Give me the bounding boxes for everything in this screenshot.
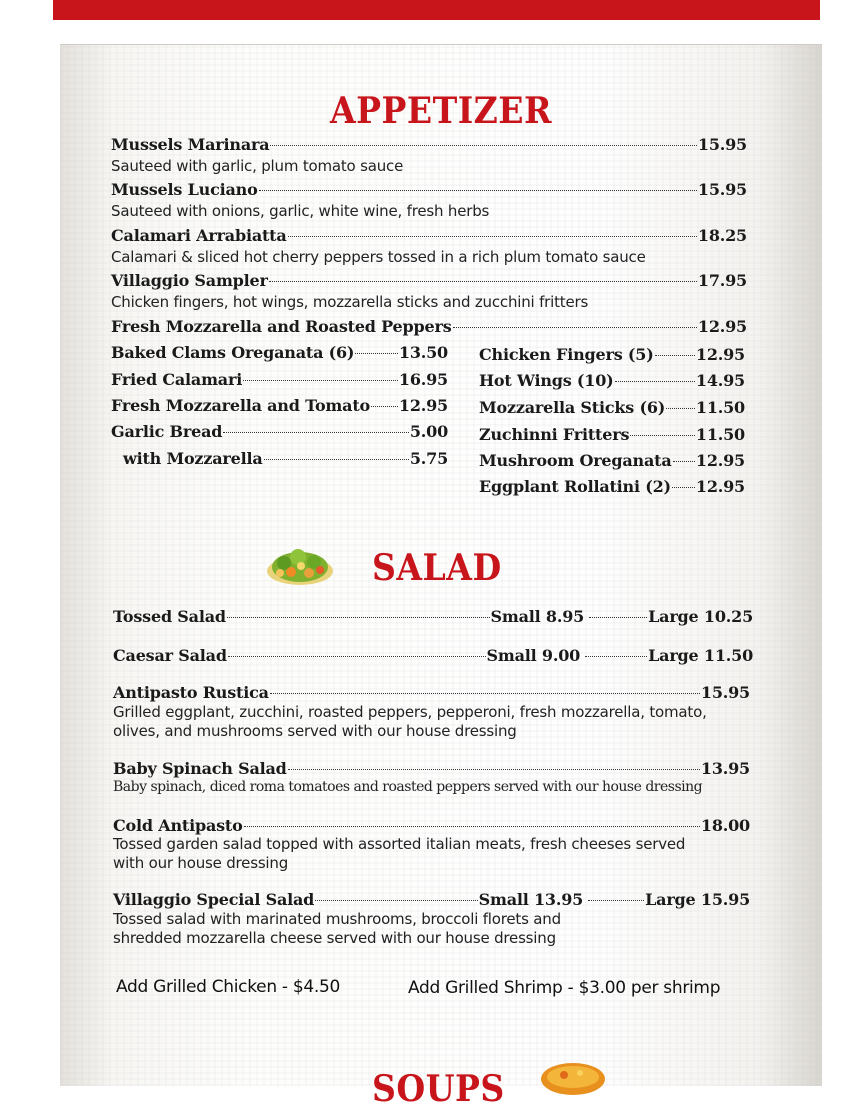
item-price: 15.95 xyxy=(700,683,750,702)
menu-item xyxy=(479,371,745,391)
item-price: 12.95 xyxy=(697,317,747,336)
item-price: 17.95 xyxy=(697,271,747,290)
small-price: Small 9.00 xyxy=(486,646,581,665)
menu-item xyxy=(479,345,745,365)
dot-leader xyxy=(355,353,398,354)
item-name: Caesar Salad xyxy=(113,646,227,665)
item-name: Calamari Arrabiatta xyxy=(111,226,287,245)
menu-page xyxy=(60,44,822,1110)
soups-heading: SOUPS xyxy=(372,1068,505,1110)
large-price: Large 10.25 xyxy=(648,607,753,626)
item-name: Fried Calamari xyxy=(111,370,243,389)
small-price: Small 13.95 xyxy=(478,890,584,909)
small-price: Small 8.95 xyxy=(490,607,585,626)
dot-leader xyxy=(228,656,486,657)
item-price: 13.95 xyxy=(700,759,750,778)
item-name: Zuchinni Fritters xyxy=(479,425,630,444)
dot-leader xyxy=(666,408,695,409)
item-description: Calamari & sliced hot cherry peppers tossed in a rich plum tomato sauce xyxy=(111,248,646,266)
salad-heading: SALAD xyxy=(372,547,502,589)
item-name: Garlic Bread xyxy=(111,422,223,441)
dot-leader xyxy=(259,190,697,191)
menu-item xyxy=(111,180,747,200)
item-price: 5.00 xyxy=(409,422,448,441)
item-name: Mozzarella Sticks (6) xyxy=(479,398,666,417)
item-name: Baked Clams Oreganata (6) xyxy=(111,343,355,362)
dot-leader xyxy=(288,769,700,770)
appetizer-heading: APPETIZER xyxy=(330,90,552,132)
addon-chicken: Add Grilled Chicken - $4.50 xyxy=(116,977,340,997)
menu-item xyxy=(111,396,448,416)
menu-item xyxy=(113,759,750,779)
item-price: 15.95 xyxy=(697,180,747,199)
item-name: Mushroom Oreganata xyxy=(479,451,672,470)
menu-item xyxy=(113,683,750,703)
dot-leader xyxy=(244,826,700,827)
dot-leader xyxy=(264,459,409,460)
item-price: 5.75 xyxy=(409,449,448,468)
dot-leader xyxy=(615,381,695,382)
salad-plate-icon xyxy=(264,537,336,589)
item-price: 12.95 xyxy=(695,477,745,496)
item-name: Mussels Luciano xyxy=(111,180,258,199)
menu-item xyxy=(479,451,745,471)
item-name: Chicken Fingers (5) xyxy=(479,345,654,364)
dot-leader xyxy=(288,236,697,237)
item-name: Fresh Mozzarella and Roasted Peppers xyxy=(111,317,452,336)
item-name: with Mozzarella xyxy=(123,449,263,468)
dot-leader xyxy=(270,693,700,694)
dot-leader xyxy=(371,406,398,407)
dot-leader xyxy=(453,327,697,328)
item-description: Grilled eggplant, zucchini, roasted peppers, pepperoni, fresh mozzarella, tomato, olives, and mushrooms served with our house dressing xyxy=(113,703,707,740)
large-price: Large 11.50 xyxy=(648,646,753,665)
dot-leader xyxy=(630,435,695,436)
item-name: Hot Wings (10) xyxy=(479,371,614,390)
menu-item xyxy=(113,890,750,910)
item-price: 12.95 xyxy=(398,396,448,415)
item-price: 13.50 xyxy=(398,343,448,362)
item-description: Tossed garden salad topped with assorted italian meats, fresh cheeses served with our house dressing xyxy=(113,835,686,872)
item-name: Eggplant Rollatini (2) xyxy=(479,477,671,496)
menu-item xyxy=(479,425,745,445)
item-price: 12.95 xyxy=(695,451,745,470)
dot-leader xyxy=(672,487,695,488)
menu-item xyxy=(111,343,448,363)
dot-leader xyxy=(655,355,695,356)
item-description: Sauteed with garlic, plum tomato sauce xyxy=(111,157,404,175)
menu-item xyxy=(113,646,753,666)
addon-shrimp: Add Grilled Shrimp - $3.00 per shrimp xyxy=(408,978,721,998)
menu-item xyxy=(113,816,750,836)
top-red-bar xyxy=(53,0,820,20)
item-name: Cold Antipasto xyxy=(113,816,243,835)
menu-item xyxy=(111,226,747,246)
item-name: Villaggio Special Salad xyxy=(113,890,315,909)
menu-item xyxy=(479,477,745,497)
item-name: Tossed Salad xyxy=(113,607,226,626)
dot-leader xyxy=(269,281,697,282)
item-name: Villaggio Sampler xyxy=(111,271,268,290)
item-name: Fresh Mozzarella and Tomato xyxy=(111,396,370,415)
menu-item xyxy=(111,317,747,337)
menu-item xyxy=(111,135,747,155)
menu-item xyxy=(111,271,747,291)
dot-leader xyxy=(223,432,409,433)
dot-leader xyxy=(585,656,647,657)
menu-item xyxy=(479,398,745,418)
soup-bowl-icon xyxy=(538,1063,608,1087)
dot-leader xyxy=(315,900,477,901)
item-price: 18.00 xyxy=(700,816,750,835)
dot-leader xyxy=(227,617,490,618)
item-name: Mussels Marinara xyxy=(111,135,270,154)
menu-item xyxy=(111,370,448,390)
item-name: Baby Spinach Salad xyxy=(113,759,287,778)
dot-leader xyxy=(243,380,398,381)
dot-leader xyxy=(589,617,647,618)
item-price: 15.95 xyxy=(697,135,747,154)
item-price: 18.25 xyxy=(697,226,747,245)
item-price: 11.50 xyxy=(695,398,745,417)
dot-leader xyxy=(588,900,644,901)
item-description: Sauteed with onions, garlic, white wine, fresh herbs xyxy=(111,202,490,220)
item-price: 16.95 xyxy=(398,370,448,389)
menu-item xyxy=(113,607,753,627)
item-price: 14.95 xyxy=(695,371,745,390)
item-description: Chicken fingers, hot wings, mozzarella sticks and zucchini fritters xyxy=(111,293,589,311)
item-name: Antipasto Rustica xyxy=(113,683,269,702)
dot-leader xyxy=(270,145,697,146)
large-price: Large 15.95 xyxy=(645,890,750,909)
dot-leader xyxy=(673,461,695,462)
item-description: Tossed salad with marinated mushrooms, broccoli florets and shredded mozzarella cheese served with our house dressing xyxy=(113,910,561,947)
item-price: 12.95 xyxy=(695,345,745,364)
item-description: Baby spinach, diced roma tomatoes and roasted peppers served with our house dressing xyxy=(113,779,703,795)
menu-item xyxy=(111,422,448,442)
item-price: 11.50 xyxy=(695,425,745,444)
menu-item xyxy=(123,449,448,469)
